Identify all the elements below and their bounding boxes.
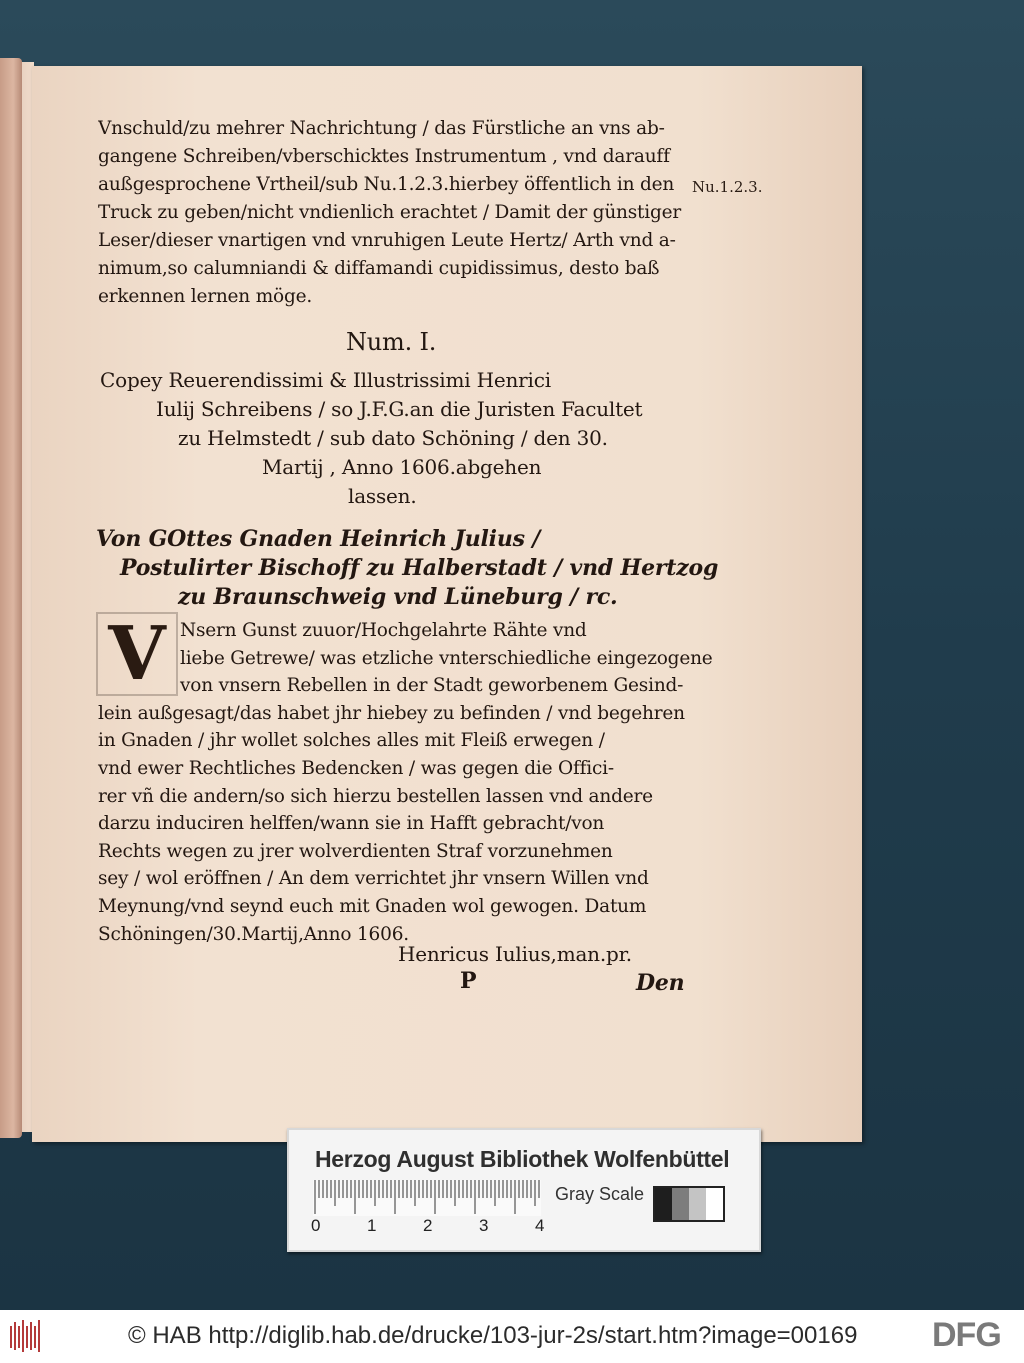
body-line: Schöningen/30.Martij,Anno 1606. (98, 923, 409, 945)
gray-swatch (689, 1188, 706, 1220)
library-name: Herzog August Bibliothek Wolfenbüttel (315, 1146, 730, 1172)
ruler-number: 0 (311, 1216, 321, 1235)
footer-copyright-link[interactable]: © HAB http://diglib.hab.de/drucke/103-jur-2s/start.htm?image=00169 (128, 1322, 858, 1349)
body-line: liebe Getrewe/ was etzliche vnterschiedliche eingezogene (180, 647, 713, 669)
intro-line: gangene Schreiben/vberschicktes Instrumentum , vnd darauff (98, 146, 670, 167)
intro-line: Truck zu geben/nicht vndienlich erachtet / Damit der günstiger (98, 202, 682, 223)
gray-scale-label: Gray Scale (555, 1184, 645, 1204)
dfg-logo: DFG (932, 1316, 1001, 1354)
body-line: rer vñ die andern/so sich hierzu bestellen lassen vnd andere (98, 785, 653, 807)
decorated-initial: V (96, 612, 178, 696)
gray-swatch (706, 1188, 723, 1220)
section-heading: Num. I. (346, 328, 437, 356)
body-line: Rechts wegen zu jrer wolverdienten Straf vorzunehmen (98, 840, 613, 862)
intro-line: Vnschuld/zu mehrer Nachrichtung / das Fürstliche an vns ab- (98, 118, 665, 139)
catchword-left: P (460, 968, 477, 994)
gray-swatch (672, 1188, 689, 1220)
hab-logo-icon (8, 1318, 42, 1354)
title-line: zu Braunschweig vnd Lüneburg / rc. (178, 584, 618, 610)
signature: Henricus Iulius,man.pr. (398, 942, 632, 966)
intro-line: erkennen lernen möge. (98, 286, 313, 307)
body-line: vnd ewer Rechtliches Bedencken / was gegen die Offici- (98, 758, 614, 779)
body-line: in Gnaden / jhr wollet solches alles mit Fleiß erwegen / (98, 730, 605, 752)
library-label-card (287, 1128, 761, 1252)
ruler-number: 3 (479, 1216, 489, 1235)
intro-line: nimum,so calumniandi & diffamandi cupidissimus, desto baß (98, 258, 660, 279)
title-line: Postulirter Bischoff zu Halberstadt / vnd Hertzog (120, 555, 719, 581)
copey-line: lassen. (348, 484, 417, 508)
copey-line: zu Helmstedt / sub dato Schöning / den 30. (178, 426, 608, 450)
body-line: sey / wol eröffnen / An dem verrichtet jhr vnsern Willen vnd (98, 868, 649, 890)
body-line: Meynung/vnd seynd euch mit Gnaden wol gewogen. Datum (98, 896, 647, 917)
copey-line: Copey Reuerendissimi & Illustrissimi Henrici (100, 368, 551, 392)
book-edge (0, 58, 22, 1138)
footer-bar (0, 1310, 1024, 1363)
copey-line: Iulij Schreibens / so J.F.G.an die Juristen Facultet (156, 397, 643, 421)
body-line: Nsern Gunst zuuor/Hochgelahrte Rähte vnd (180, 620, 587, 641)
ruler-number: 1 (367, 1216, 377, 1235)
body-line: lein außgesagt/das habet jhr hiebey zu befinden / vnd begehren (98, 702, 685, 724)
ruler-number: 2 (423, 1216, 433, 1235)
ruler-numbers (311, 1216, 551, 1238)
intro-line: außgesprochene Vrtheil/sub Nu.1.2.3.hierbey öffentlich in den (98, 174, 675, 195)
intro-line: Leser/dieser vnartigen vnd vnruhigen Leute Hertz/ Arth vnd a- (98, 230, 676, 251)
title-line: Von GOttes Gnaden Heinrich Julius / (96, 526, 541, 552)
body-line: von vnsern Rebellen in der Stadt geworbenem Gesind- (180, 675, 684, 697)
margin-note: Nu.1.2.3. (692, 178, 763, 196)
copey-line: Martij , Anno 1606.abgehen (262, 455, 542, 479)
ruler-scale (313, 1180, 541, 1216)
catchword-right: Den (636, 970, 685, 996)
body-line: darzu induciren helffen/wann sie in Hafft gebracht/von (98, 813, 605, 835)
ruler-number: 4 (535, 1216, 545, 1235)
gray-scale-swatches (653, 1186, 725, 1222)
gray-swatch (655, 1188, 672, 1220)
